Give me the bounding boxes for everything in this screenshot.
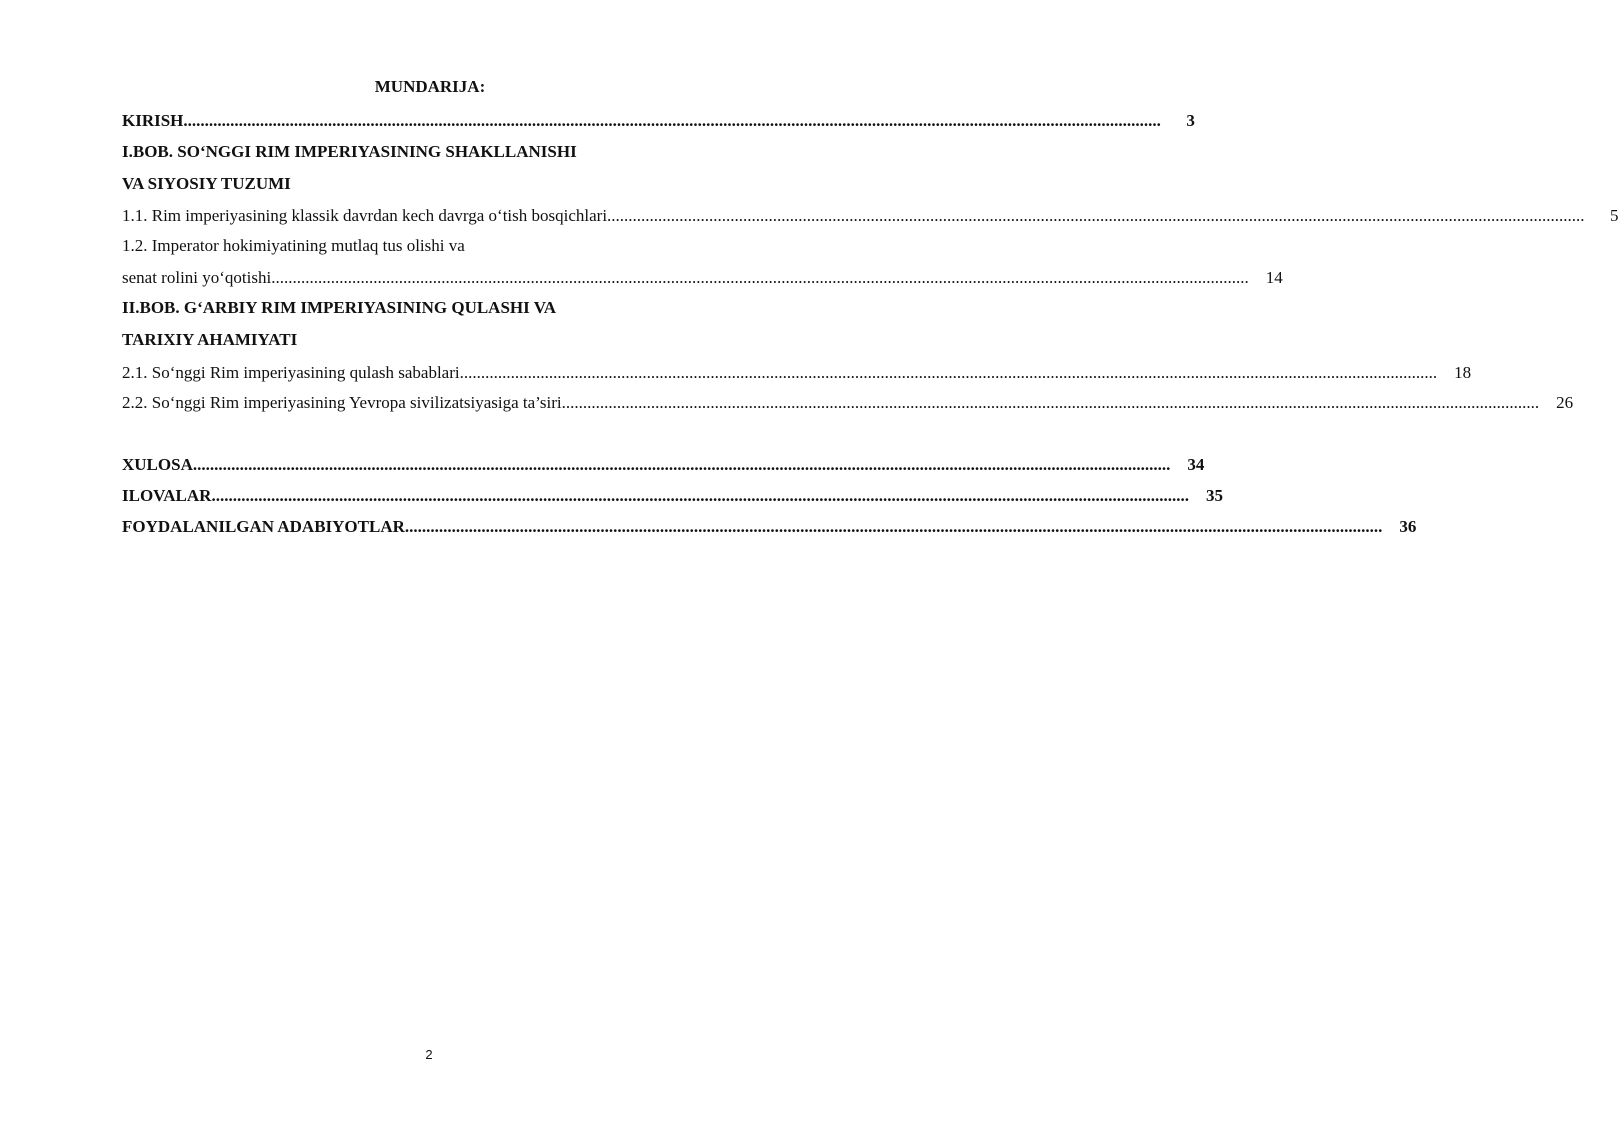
toc-chapter2-heading-line2[interactable]: TARIXIY AHAMIYATI — [122, 330, 298, 349]
toc-entry-page: 34 — [1187, 455, 1205, 474]
page-number: 2 — [425, 1047, 433, 1062]
dot-leader — [183, 111, 1161, 131]
toc-entry-page: 26 — [1556, 393, 1574, 412]
toc-entry-1-2-line1[interactable]: 1.2. Imperator hokimiyatining mutlaq tus olishi va — [122, 236, 465, 255]
toc-chapter1-heading-line2[interactable]: VA SIYOSIY TUZUMI — [122, 174, 291, 193]
toc-entry-page: 36 — [1399, 517, 1417, 536]
dot-leader — [405, 517, 1383, 537]
toc-title: MUNDARIJA: — [374, 77, 486, 96]
toc-entry-label: KIRISH — [122, 111, 184, 130]
toc-entry-label: 1.1. Rim imperiyasining klassik davrdan kech davrga o‘tish bosqichlari — [122, 206, 608, 225]
toc-entry-page: 14 — [1265, 268, 1283, 287]
dot-leader — [562, 393, 1540, 413]
toc-chapter1-heading-line1[interactable]: I.BOB. SO‘NGGI RIM IMPERIYASINING SHAKLLANISHI — [122, 142, 577, 161]
dot-leader — [271, 268, 1249, 288]
toc-chapter2-heading-line1[interactable]: II.BOB. G‘ARBIY RIM IMPERIYASINING QULASHI VA — [122, 298, 557, 317]
toc-entry-ilovalar[interactable] — [122, 486, 1223, 506]
toc-entry-2-1[interactable] — [122, 363, 1472, 383]
toc-entry-page: 3 — [1186, 111, 1195, 130]
toc-entry-kirish[interactable] — [122, 111, 1195, 131]
toc-entry-1-1[interactable] — [122, 206, 1619, 226]
dot-leader — [460, 363, 1438, 383]
toc-entry-adabiyotlar[interactable] — [122, 517, 1417, 537]
toc-entry-2-2[interactable] — [122, 393, 1574, 413]
toc-entry-page: 5 — [1610, 206, 1619, 225]
dot-leader — [211, 486, 1189, 506]
toc-entry-label: FOYDALANILGAN ADABIYOTLAR — [122, 517, 405, 536]
toc-entry-page: 35 — [1205, 486, 1223, 505]
toc-entry-label: XULOSA — [122, 455, 193, 474]
toc-entry-xulosa[interactable] — [122, 455, 1205, 475]
toc-entry-page: 18 — [1454, 363, 1472, 382]
toc-entry-label: 2.2. So‘nggi Rim imperiyasining Yevropa sivilizatsiyasiga ta’siri — [122, 393, 562, 412]
dot-leader — [607, 206, 1585, 226]
toc-entry-label: ILOVALAR — [122, 486, 212, 505]
toc-entry-1-2[interactable] — [122, 268, 1283, 288]
toc-entry-label: 2.1. So‘nggi Rim imperiyasining qulash sabablari — [122, 363, 460, 382]
toc-entry-label: senat rolini yo‘qotishi — [122, 268, 272, 287]
dot-leader — [193, 455, 1171, 475]
